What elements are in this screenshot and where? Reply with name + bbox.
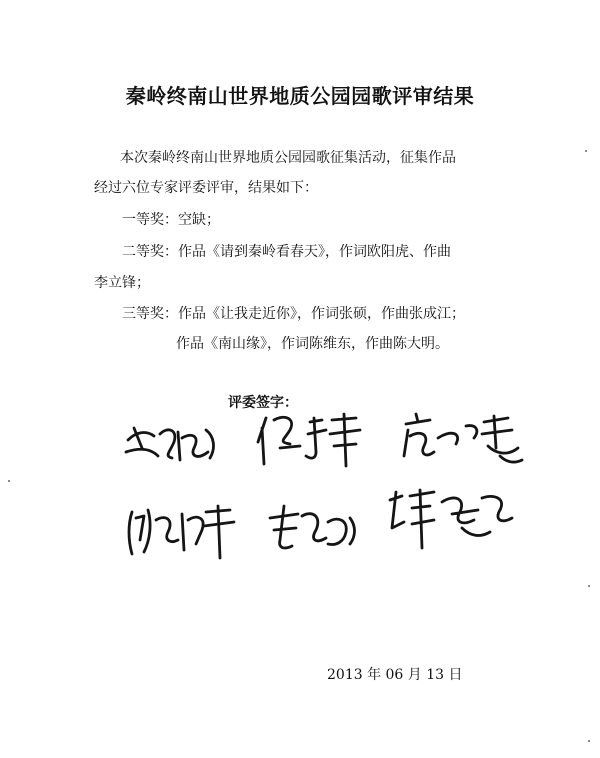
- first-prize: 一等奖：空缺；: [122, 212, 220, 228]
- scan-speck: [588, 585, 590, 587]
- signature-6: [382, 484, 522, 556]
- document-date: 2013 年 06 月 13 日: [327, 667, 463, 683]
- intro-line-1: 本次秦岭终南山世界地质公园园歌征集活动，征集作品: [120, 150, 456, 166]
- signature-4: [122, 500, 242, 564]
- signature-2: [252, 408, 372, 470]
- second-prize-line-1: 二等奖：作品《请到秦岭看春天》，作词欧阳虎、作曲: [122, 244, 451, 260]
- scan-speck: [585, 150, 587, 152]
- judges-signature-label: 评委签字：: [228, 395, 298, 411]
- intro-line-2: 经过六位专家评委评审，结果如下：: [94, 180, 318, 196]
- signature-3: [396, 408, 536, 472]
- third-prize-line-2: 作品《南山缘》，作词陈维东，作曲陈大明。: [176, 336, 449, 352]
- document-title: 秦岭终南山世界地质公园园歌评审结果: [125, 84, 475, 108]
- signature-1: [120, 418, 230, 470]
- scan-speck: [8, 480, 10, 482]
- second-prize-line-2: 李立锋；: [94, 275, 150, 291]
- scan-speck: [588, 740, 590, 742]
- signature-5: [262, 500, 362, 556]
- third-prize-line-1: 三等奖：作品《让我走近你》，作词张硕，作曲张成江；: [122, 306, 465, 322]
